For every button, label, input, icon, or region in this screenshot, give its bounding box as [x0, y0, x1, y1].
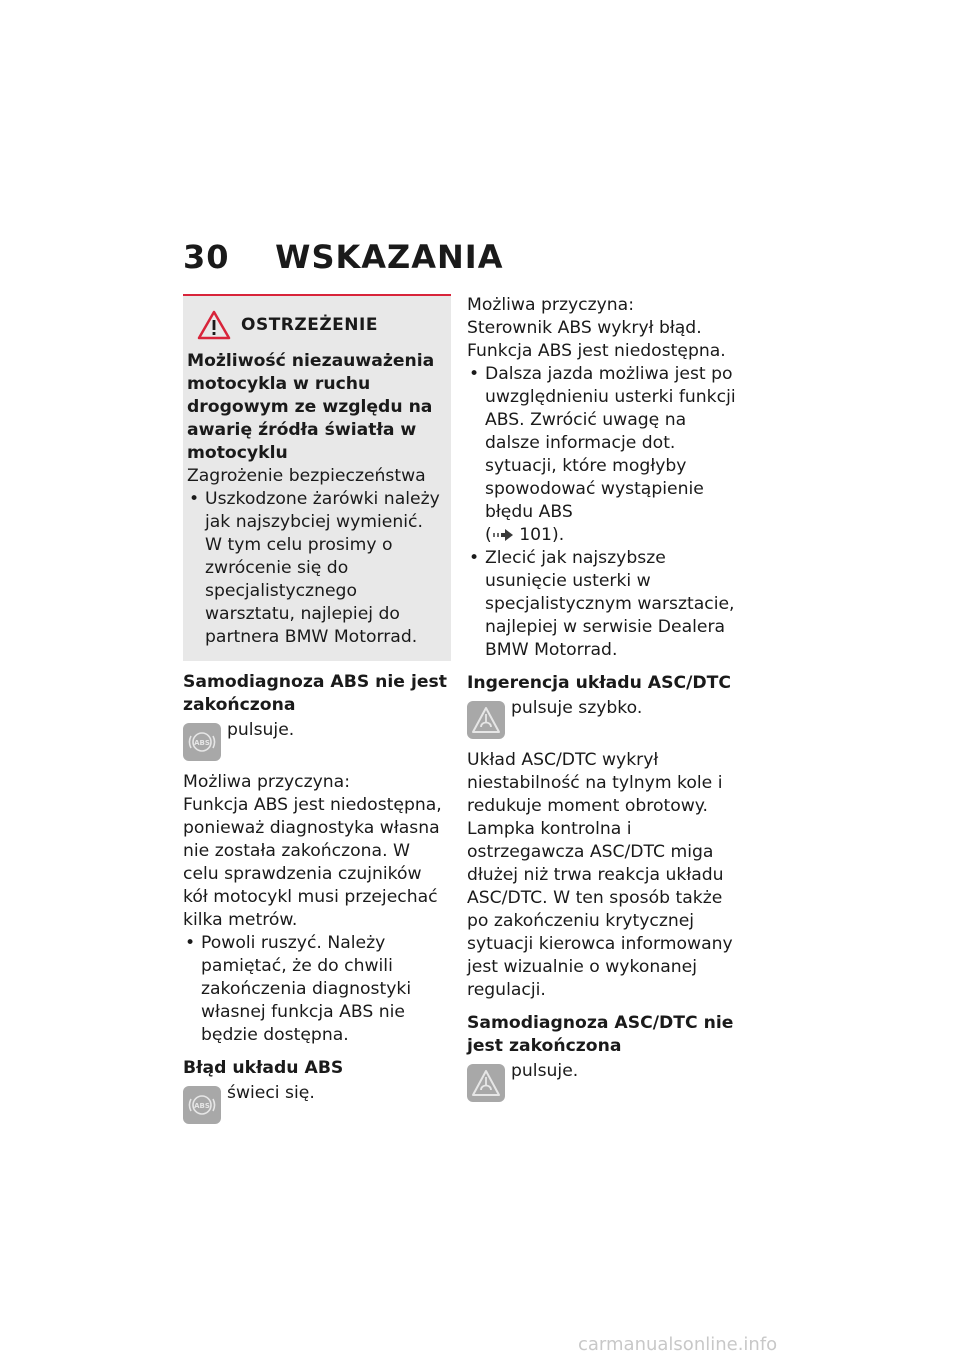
warning-heading: Możliwość niezauważenia motocykla w ruchu drogowym ze względu na awarię źródła światła w motocyklu	[187, 351, 435, 463]
warning-bullet: • Uszkodzone żarówki należy jak najszybciej wymienić. W tym celu prosimy o zwrócenie się do specjalistycznego warsztatu, najlepiej do partnera BMW Motorrad.	[187, 488, 443, 649]
abs-selfdiag-cause-text: Funkcja ABS jest niedostępna, ponieważ diagnostyka własna nie została zakończona. W celu sprawdzenia czujników kół motocykl musi przejechać kilka metrów.	[183, 795, 442, 930]
abs-selfdiag-bullets	[183, 932, 451, 1047]
watermark: carmanualsonline.info	[578, 1334, 778, 1355]
abs-fault-status: świeci się.	[227, 1083, 315, 1103]
abs-fault-bullet-1	[467, 363, 742, 547]
abs-fault-heading: Błąd układu ABS	[183, 1058, 344, 1078]
abs-icon-label: ABS	[194, 1102, 210, 1110]
asc-warning-triangle-icon	[467, 701, 505, 739]
abs-fault-indicator	[183, 1082, 451, 1124]
abs-selfdiag-status: pulsuje.	[227, 720, 295, 740]
left-column	[183, 294, 451, 1124]
abs-fault-cause-line2: Funkcja ABS jest niedostępna.	[467, 341, 726, 361]
page-title: WSKAZANIA	[275, 238, 504, 276]
warning-label: OSTRZEŻENIE	[241, 314, 378, 335]
asc-selfdiag-heading: Samodiagnoza ASC/DTC nie jest zakończona	[467, 1013, 734, 1056]
warning-bullets	[187, 488, 443, 649]
abs-fault-bullet-2: • Zlecić jak najszybsze usunięcie usterki w specjalistycznym warsztacie, najlepiej w serwisie Dealera BMW Motorrad.	[467, 547, 742, 662]
ref-close: ).	[552, 525, 565, 545]
abs-indicator-icon	[183, 1086, 221, 1124]
asc-warning-triangle-icon	[467, 1064, 505, 1102]
abs-selfdiag-bullet: • Powoli ruszyć. Należy pamiętać, że do chwili zakończenia diagnostyki własnej funkcja ABS nie będzie dostępna.	[183, 932, 451, 1047]
asc-intervention-status: pulsuje szybko.	[511, 698, 643, 718]
asc-selfdiag-indicator	[467, 1060, 742, 1102]
abs-selfdiag-cause-label: Możliwa przyczyna:	[183, 772, 350, 792]
asc-intervention-text: Układ ASC/DTC wykrył niestabilność na tylnym kole i redukuje moment obrotowy. Lampka kontrolna i ostrzegawcza ASC/DTC miga dłużej niż trwa reakcja układu ASC/DTC. W ten sposób także po zakończeniu krytycznej sytuacji kierowca informowany jest wizualnie o wykonanej regulacji.	[467, 750, 733, 1000]
ref-open: (	[485, 525, 492, 545]
abs-selfdiag-heading: Samodiagnoza ABS nie jest zakończona	[183, 672, 447, 715]
ref-page-number: 101	[519, 525, 552, 545]
abs-icon-label: ABS	[194, 739, 210, 747]
page-header	[183, 238, 503, 276]
abs-fault-cause-line1: Sterownik ABS wykrył błąd.	[467, 318, 702, 338]
abs-selfdiag-indicator	[183, 719, 451, 761]
abs-fault-bullets	[467, 363, 742, 662]
page-reference-arrow-icon	[492, 529, 514, 541]
page-number: 30	[183, 238, 230, 276]
warning-subheading: Zagrożenie bezpieczeństwa	[187, 466, 426, 486]
abs-fault-cause-label: Możliwa przyczyna:	[467, 295, 634, 315]
right-column	[467, 294, 742, 1102]
warning-box	[183, 294, 451, 661]
abs-indicator-icon	[183, 723, 221, 761]
warning-triangle-icon	[197, 310, 231, 340]
asc-intervention-heading: Ingerencja układu ASC/DTC	[467, 673, 731, 693]
warning-header	[197, 310, 443, 340]
asc-intervention-indicator	[467, 697, 742, 739]
page-reference[interactable]	[485, 525, 564, 545]
abs-fault-bullet-1-text: Dalsza jazda możliwa jest po uwzględnieniu usterki funkcji ABS. Zwrócić uwagę na dalsze informacje dot. sytuacji, które mogłyby spowodować wystąpienie błędu ABS	[485, 364, 736, 522]
asc-selfdiag-status: pulsuje.	[511, 1061, 579, 1081]
